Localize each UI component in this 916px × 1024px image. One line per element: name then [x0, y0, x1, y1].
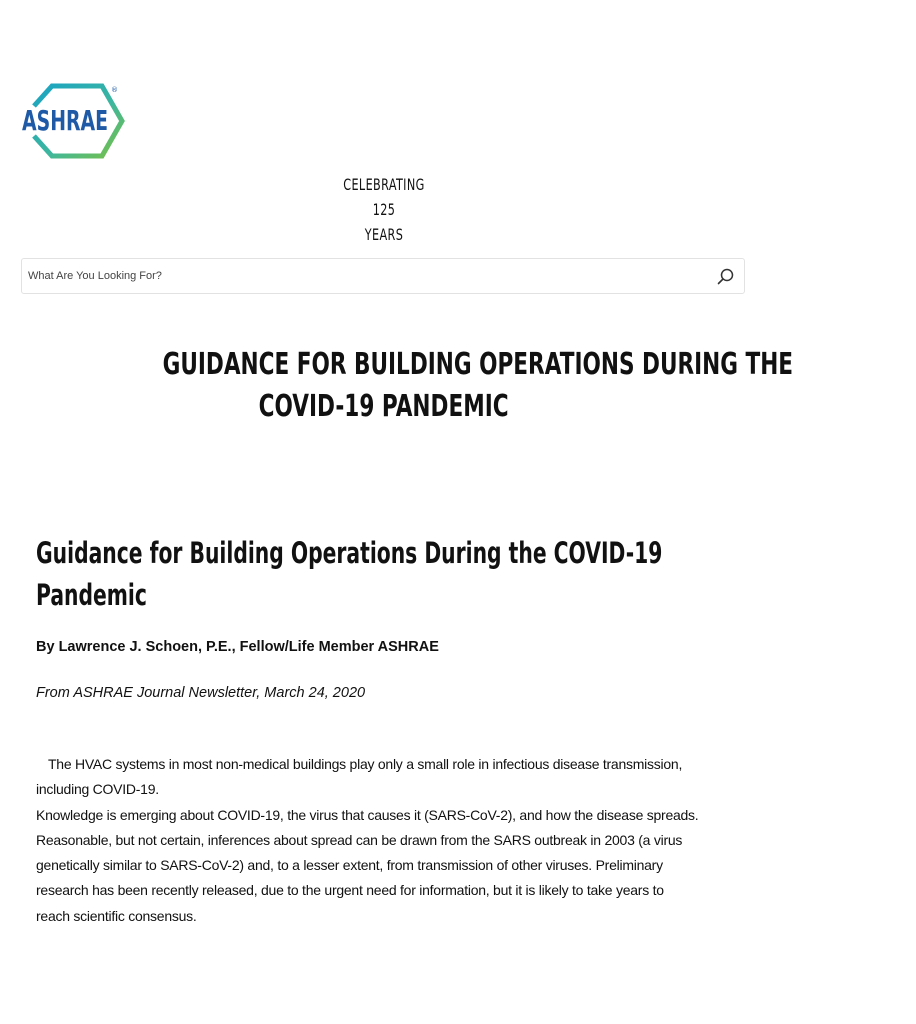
- anniversary-badge: [0, 172, 768, 247]
- page-title-line-2: COVID-19 PANDEMIC: [259, 389, 509, 424]
- anniversary-line-3: YEARS: [364, 225, 404, 244]
- anniversary-line-1: CELEBRATING: [343, 175, 425, 194]
- article-title-line-1: Guidance for Building Operations During the COVID-19: [36, 536, 663, 570]
- body-line: research has been recently released, due to the urgent need for information, but it is likely to take years to: [36, 882, 664, 899]
- logo-text: ASHRAE: [22, 104, 108, 137]
- anniversary-line-2: 125: [372, 200, 396, 219]
- ashrae-hexagon-icon: [20, 82, 130, 162]
- article-source: From ASHRAE Journal Newsletter, March 24, 2020: [36, 685, 366, 701]
- registered-mark: ®: [111, 86, 118, 94]
- search-icon: [716, 267, 736, 287]
- search-input[interactable]: [28, 265, 688, 287]
- search-button[interactable]: [716, 267, 736, 287]
- article-title-line-2: Pandemic: [36, 578, 147, 612]
- page-title: [40, 344, 794, 428]
- body-line: reach scientific consensus.: [36, 907, 197, 924]
- article-body: [36, 752, 736, 929]
- article-title: [36, 532, 736, 616]
- body-line: including COVID-19.: [36, 781, 159, 798]
- body-line: Knowledge is emerging about COVID-19, the virus that causes it (SARS-CoV-2), and how the disease spreads.: [36, 806, 699, 823]
- body-line: Reasonable, but not certain, inferences about spread can be drawn from the SARS outbreak in 2003 (a virus: [36, 831, 683, 848]
- article-byline: By Lawrence J. Schoen, P.E., Fellow/Life Member ASHRAE: [36, 639, 439, 655]
- body-line: The HVAC systems in most non-medical buildings play only a small role in infectious disease transmission,: [48, 756, 683, 772]
- ashrae-logo[interactable]: [20, 82, 130, 162]
- page-title-line-1: GUIDANCE FOR BUILDING OPERATIONS DURING THE: [162, 347, 794, 382]
- search-bar: [21, 258, 745, 294]
- body-line: genetically similar to SARS-CoV-2) and, to a lesser extent, from transmission of other viruses. Preliminary: [36, 857, 663, 874]
